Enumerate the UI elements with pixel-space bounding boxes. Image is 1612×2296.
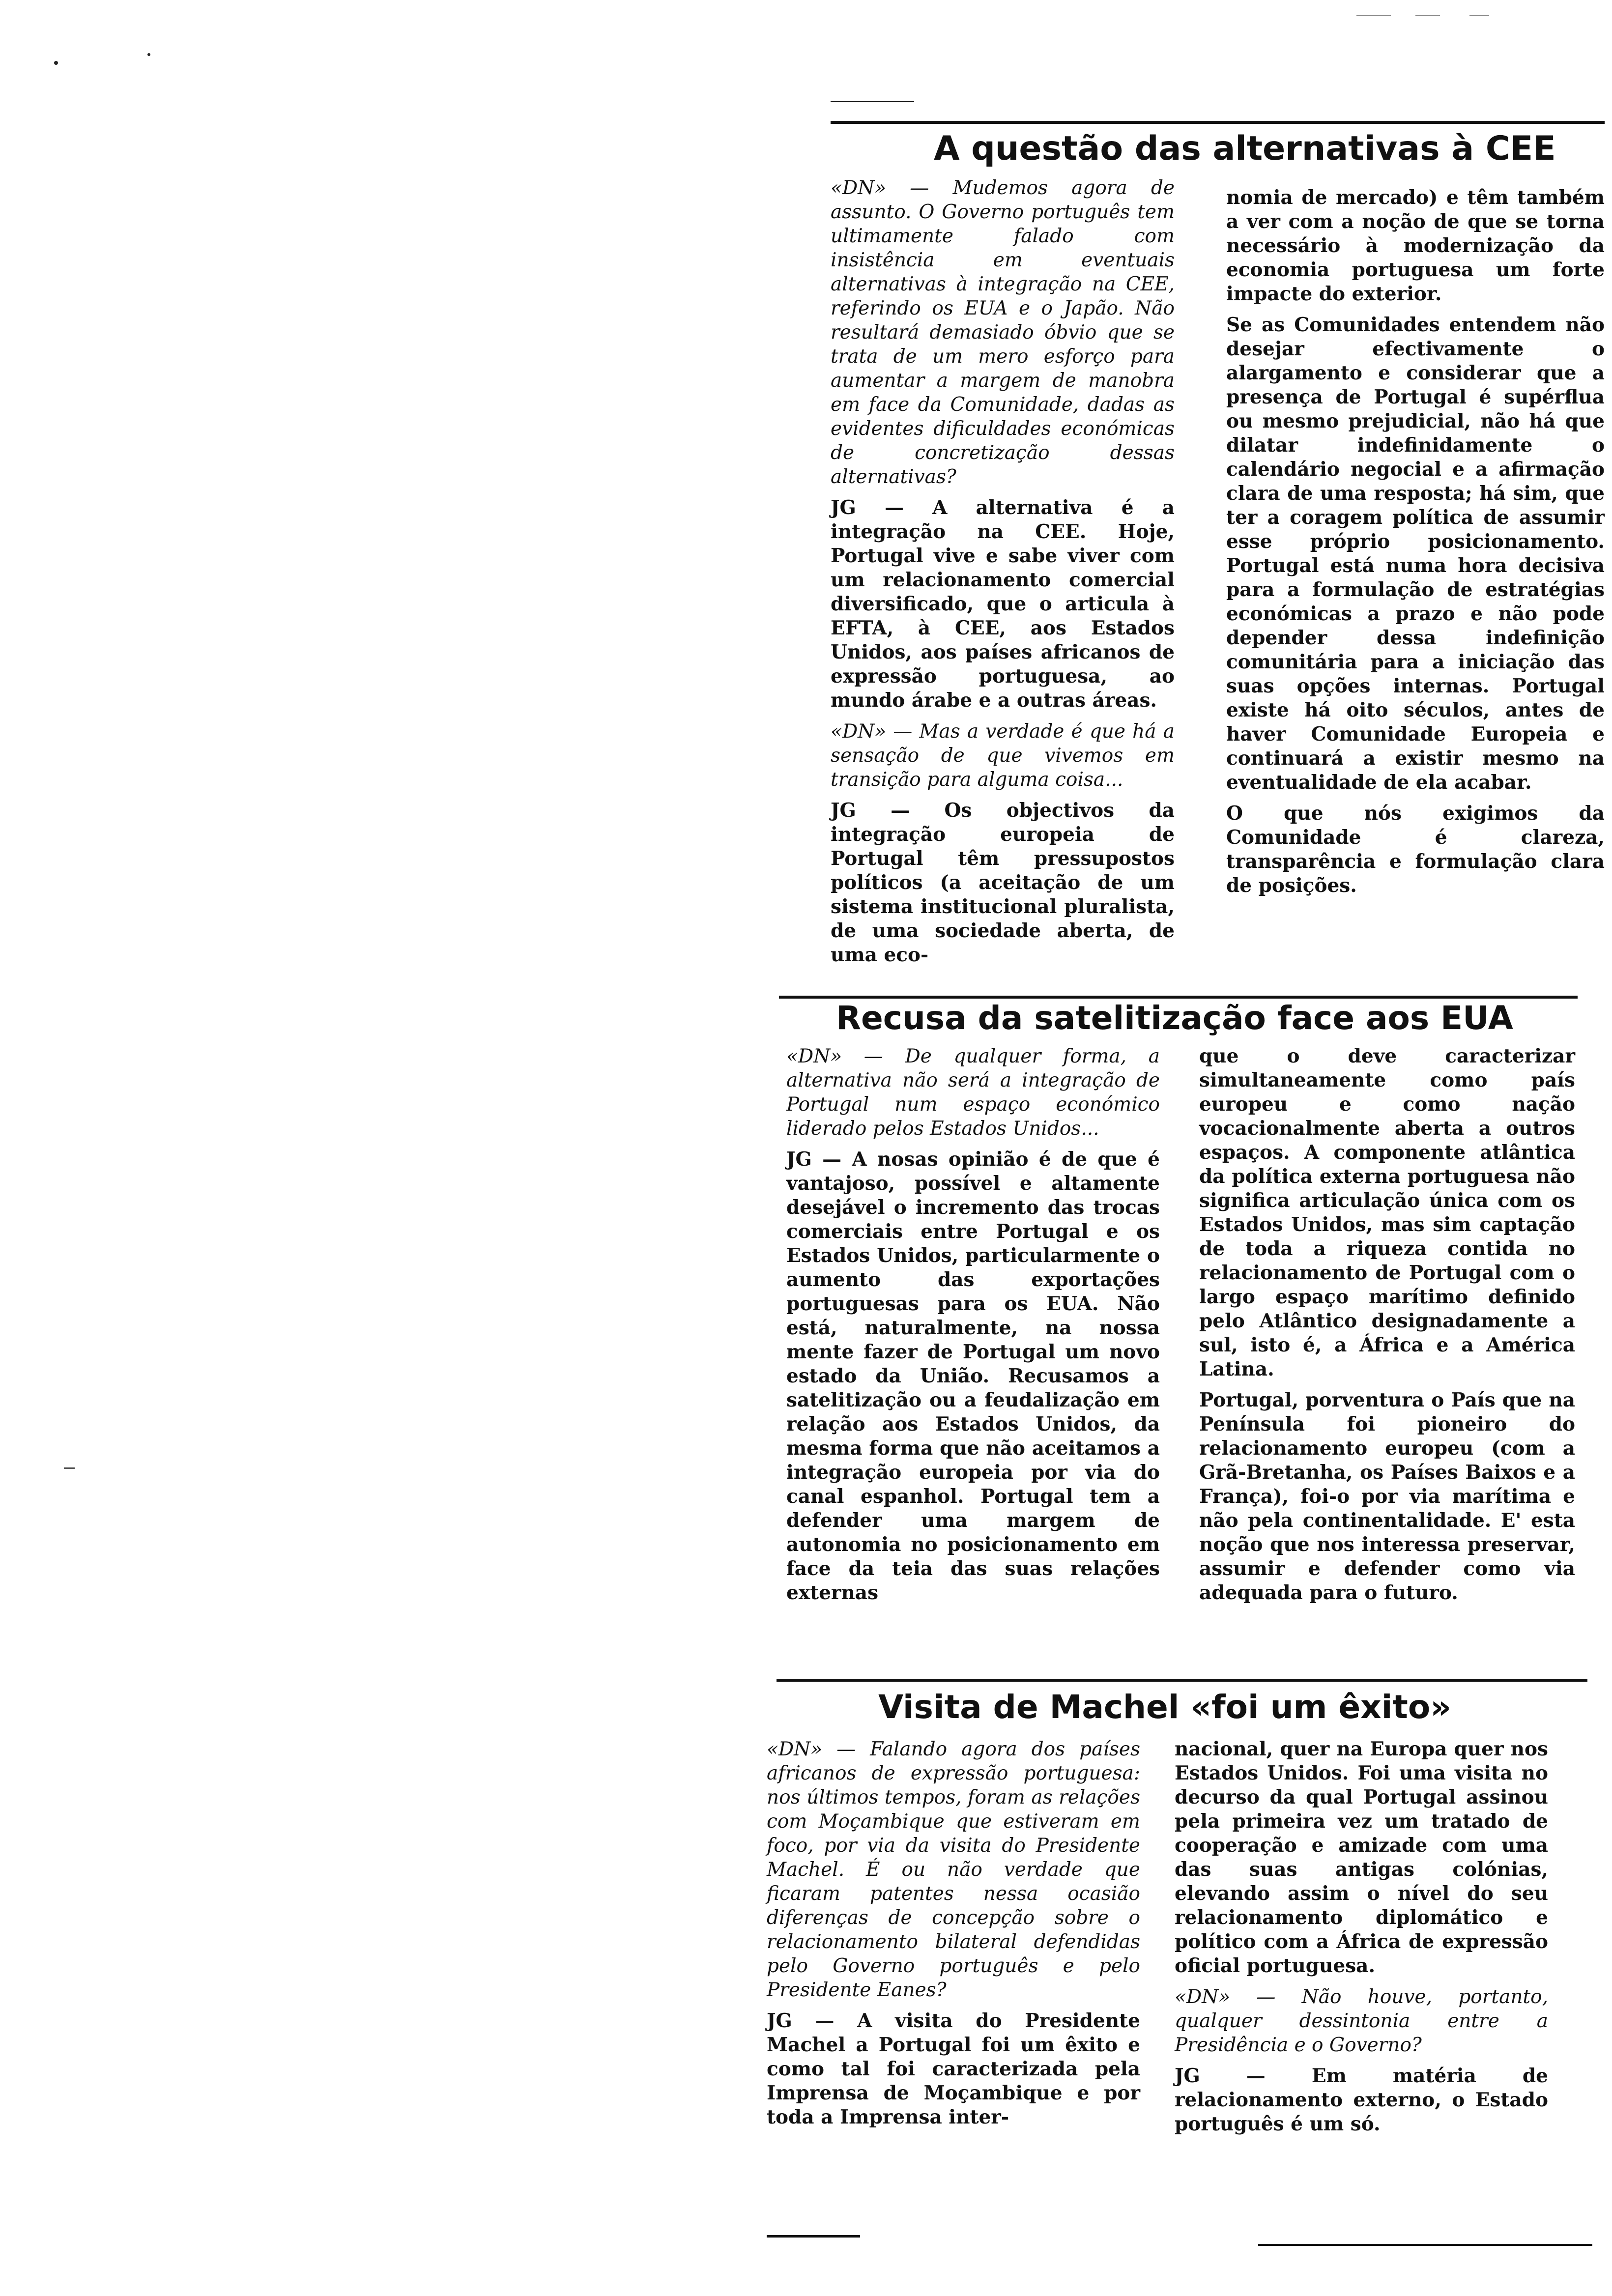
article-column-right [1226,186,1605,972]
section-headline: A questão das alternativas à CEE [934,129,1556,168]
article-column-left [786,1044,1160,1678]
interview-answer: JG — Em matéria de relacionamento externo, o Estado português é um só. [1175,2065,1548,2135]
interview-answer: nacional, quer na Europa quer nos Estados Unidos. Foi uma visita no decurso da qual Portugal assinou pela primeira vez um tratado de cooperação e amizade com uma das suas antigas colónias, elevando assim o nível do seu relacionamento diplomático e político com a África de expressão oficial portuguesa. [1175,1738,1548,1977]
article-column-right [1199,1044,1575,1678]
interview-question: «DN» — Mudemos agora de assunto. O Governo português tem ultimamente falado com insistência em eventuais alternativas à integração na CEE, referindo os EUA e o Japão. Não resultará demasiado óbvio que se trata de um mero esforço para aumentar a margem de manobra em face da Comunidade, dadas as evidentes dificuldades económicas de concretização dessas alternativas? [831,177,1175,488]
margin-dash [64,1467,75,1469]
interview-question: «DN» — Falando agora dos países africanos de expressão portuguesa: nos últimos tempos, foram as relações com Moçambique que estiveram em foco, por via da visita do Presidente Machel. É ou não verdade que ficaram patentes nessa ocasião diferenças de concepção sobre o relacionamento bilateral defendidas pelo Governo português e pelo Presidente Eanes? [767,1738,1140,2001]
scan-dash [1356,15,1391,16]
interview-question: «DN» — De qualquer forma, a alternativa não será a integração de Portugal num espaço económico liderado pelos Estados Unidos... [786,1045,1160,1140]
interview-answer: JG — A alternativa é a integração na CEE. Hoje, Portugal vive e sabe viver com um relacionamento comercial diversificado, que o articula à EFTA, à CEE, aos Estados Unidos, aos países africanos de expressão portuguesa, ao mundo árabe e a outras áreas. [831,496,1175,712]
article-column-left [767,1737,1140,2229]
interview-answer: Se as Comunidades entendem não desejar efectivamente o alargamento e considerar que a presença de Portugal é supérflua ou mesmo prejudicial, não há que dilatar indefinidamente o calendário negocial e a afirmação clara de uma resposta; há sim, que ter a coragem política de assumir esse próprio posicionamento. Portugal está numa hora decisiva para a formulação de estratégias económicas a prazo e não pode depender dessa indefinição comunitária para a iniciação das suas opções internas. Portugal existe há oito séculos, antes de haver Comunidade Europeia e continuará a existir mesmo na eventualidade de ela acabar. [1226,314,1605,794]
interview-answer: JG — A nosas opinião é de que é vantajoso, possível e altamente desejável o incremento das trocas comerciais entre Portugal e os Estados Unidos, particularmente o aumento das exportações portuguesas para os EUA. Não está, naturalmente, na nossa mente fazer de Portugal um novo estado da União. Recusamos a satelitização ou a feudalização em relação aos Estados Unidos, da mesma forma que não aceitamos a integração europeia por via do canal espanhol. Portugal tem a defender uma margem de autonomia no posicionamento em face da teia das suas relações externas [786,1148,1160,1604]
interview-answer: que o deve caracterizar simultaneamente como país europeu e como nação vocacionalmente aberta a outros espaços. A componente atlântica da política externa portuguesa não significa articulação única com os Estados Unidos, mas sim captação de toda a riqueza contida no relacionamento de Portugal com o largo espaço marítimo definido pelo Atlântico designadamente a sul, isto é, a África e a América Latina. [1199,1045,1575,1380]
scan-speck [147,53,150,56]
top-rule-short [831,101,914,102]
bottom-rule [767,2235,860,2238]
interview-answer: JG — A visita do Presidente Machel a Portugal foi um êxito e como tal foi caracterizada pela Imprensa de Moçambique e por toda a Imprensa inter- [767,2009,1140,2128]
interview-answer: Portugal, porventura o País que na Península foi pioneiro do relacionamento europeu (com a Grã-Bretanha, os Países Baixos e a França), foi-o por via marítima e não pela continentalidade. E' esta noção que nos interessa preservar, assumir e defender como via adequada para o futuro. [1199,1389,1575,1604]
interview-answer: JG — Os objectivos da integração europeia de Portugal têm pressupostos políticos (a aceitação de um sistema institucional pluralista, de uma sociedade aberta, de uma eco- [831,799,1175,966]
bottom-rule [1258,2244,1592,2246]
interview-answer: nomia de mercado) e têm também a ver com a noção de que se torna necessário à modernização da economia portuguesa um forte impacte do exterior. [1226,186,1605,305]
scan-dash [1469,15,1489,16]
interview-answer: O que nós exigimos da Comunidade é clareza, transparência e formulação clara de posições. [1226,802,1605,897]
scan-speck [54,61,58,65]
section-headline: Recusa da satelitização face aos EUA [836,999,1513,1037]
interview-question: «DN» — Não houve, portanto, qualquer dessintonia entre a Presidência e o Governo? [1175,1986,1548,2056]
article-column-right [1175,1737,1548,2229]
top-rule [831,121,1605,124]
article-column-left [831,176,1175,966]
section-headline: Visita de Machel «foi um êxito» [878,1688,1451,1726]
interview-question: «DN» — Mas a verdade é que há a sensação de que vivemos em transição para alguma coisa... [831,720,1175,791]
section-rule [777,1679,1587,1682]
scan-dash [1415,15,1440,16]
